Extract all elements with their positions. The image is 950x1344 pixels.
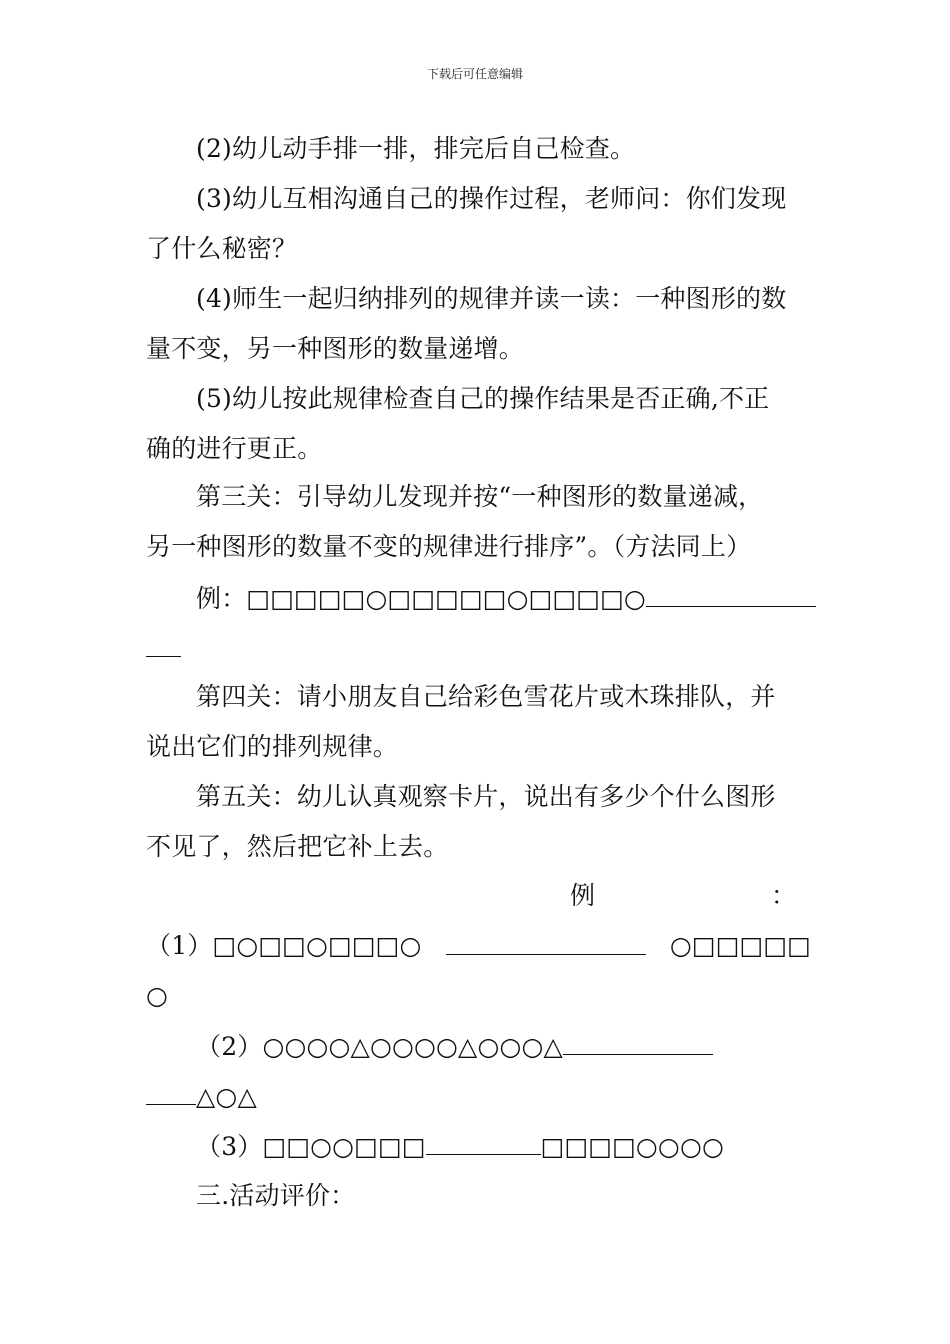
exercise-3-start: （3）□□○○□□□ — [196, 1132, 426, 1161]
exercise-2-shapes: （2）○○○○△○○○○△○○○△ — [196, 1032, 563, 1061]
fill-blank — [563, 1030, 713, 1055]
fill-blank — [146, 632, 181, 657]
exercise-2-line — [196, 1030, 811, 1063]
exercise-2-end: △○△ — [196, 1082, 257, 1111]
exercise-1-continued: ○ — [146, 981, 169, 1010]
example-line-continued — [146, 632, 811, 665]
paragraph-line: 说出它们的排列规律。 — [146, 732, 399, 761]
paragraph-line: 另一种图形的数量不变的规律进行排序”。（方法同上） — [146, 532, 752, 561]
paragraph-line: (5)幼儿按此规律检查自己的操作结果是否正确,不正 — [196, 384, 770, 413]
example-colon: ： — [771, 881, 797, 910]
example-shapes: 例：□□□□□○□□□□□○□□□□○ — [196, 584, 646, 613]
paragraph-line: 不见了，然后把它补上去。 — [146, 832, 449, 861]
exercise-1-line — [146, 930, 811, 962]
exercise-1-end: ○□□□□□ — [669, 931, 811, 960]
fill-blank — [146, 1080, 196, 1105]
fill-blank — [646, 582, 816, 607]
paragraph-line: 第四关：请小朋友自己给彩色雪花片或木珠排队，并 — [196, 682, 776, 711]
example-line — [196, 582, 811, 615]
paragraph-line: 确的进行更正。 — [146, 434, 323, 463]
exercise-3-end: □□□□○○○○ — [540, 1132, 724, 1161]
paragraph-line: (2)幼儿动手排一排，排完后自己检查。 — [196, 134, 636, 163]
paragraph-line: 量不变，另一种图形的数量递增。 — [146, 334, 525, 363]
exercise-2-continued — [146, 1080, 811, 1113]
exercise-1-start: （1）□○□□○□□□○ — [146, 931, 422, 960]
fill-blank — [426, 1130, 541, 1155]
paragraph-line: 第三关：引导幼儿发现并按“一种图形的数量递减， — [196, 482, 764, 511]
paragraph-line: (4)师生一起归纳排列的规律并读一读：一种图形的数 — [196, 284, 787, 313]
page-header: 下载后可任意编辑 — [426, 67, 523, 81]
fill-blank — [446, 930, 646, 955]
example-label: 例 — [570, 881, 596, 910]
section-heading: 三.活动评价： — [196, 1181, 356, 1210]
exercise-3-line — [196, 1130, 811, 1163]
paragraph-line: 了什么秘密？ — [146, 234, 298, 263]
paragraph-line: (3)幼儿互相沟通自己的操作过程，老师问：你们发现 — [196, 184, 787, 213]
paragraph-line: 第五关：幼儿认真观察卡片，说出有多少个什么图形 — [196, 782, 776, 811]
